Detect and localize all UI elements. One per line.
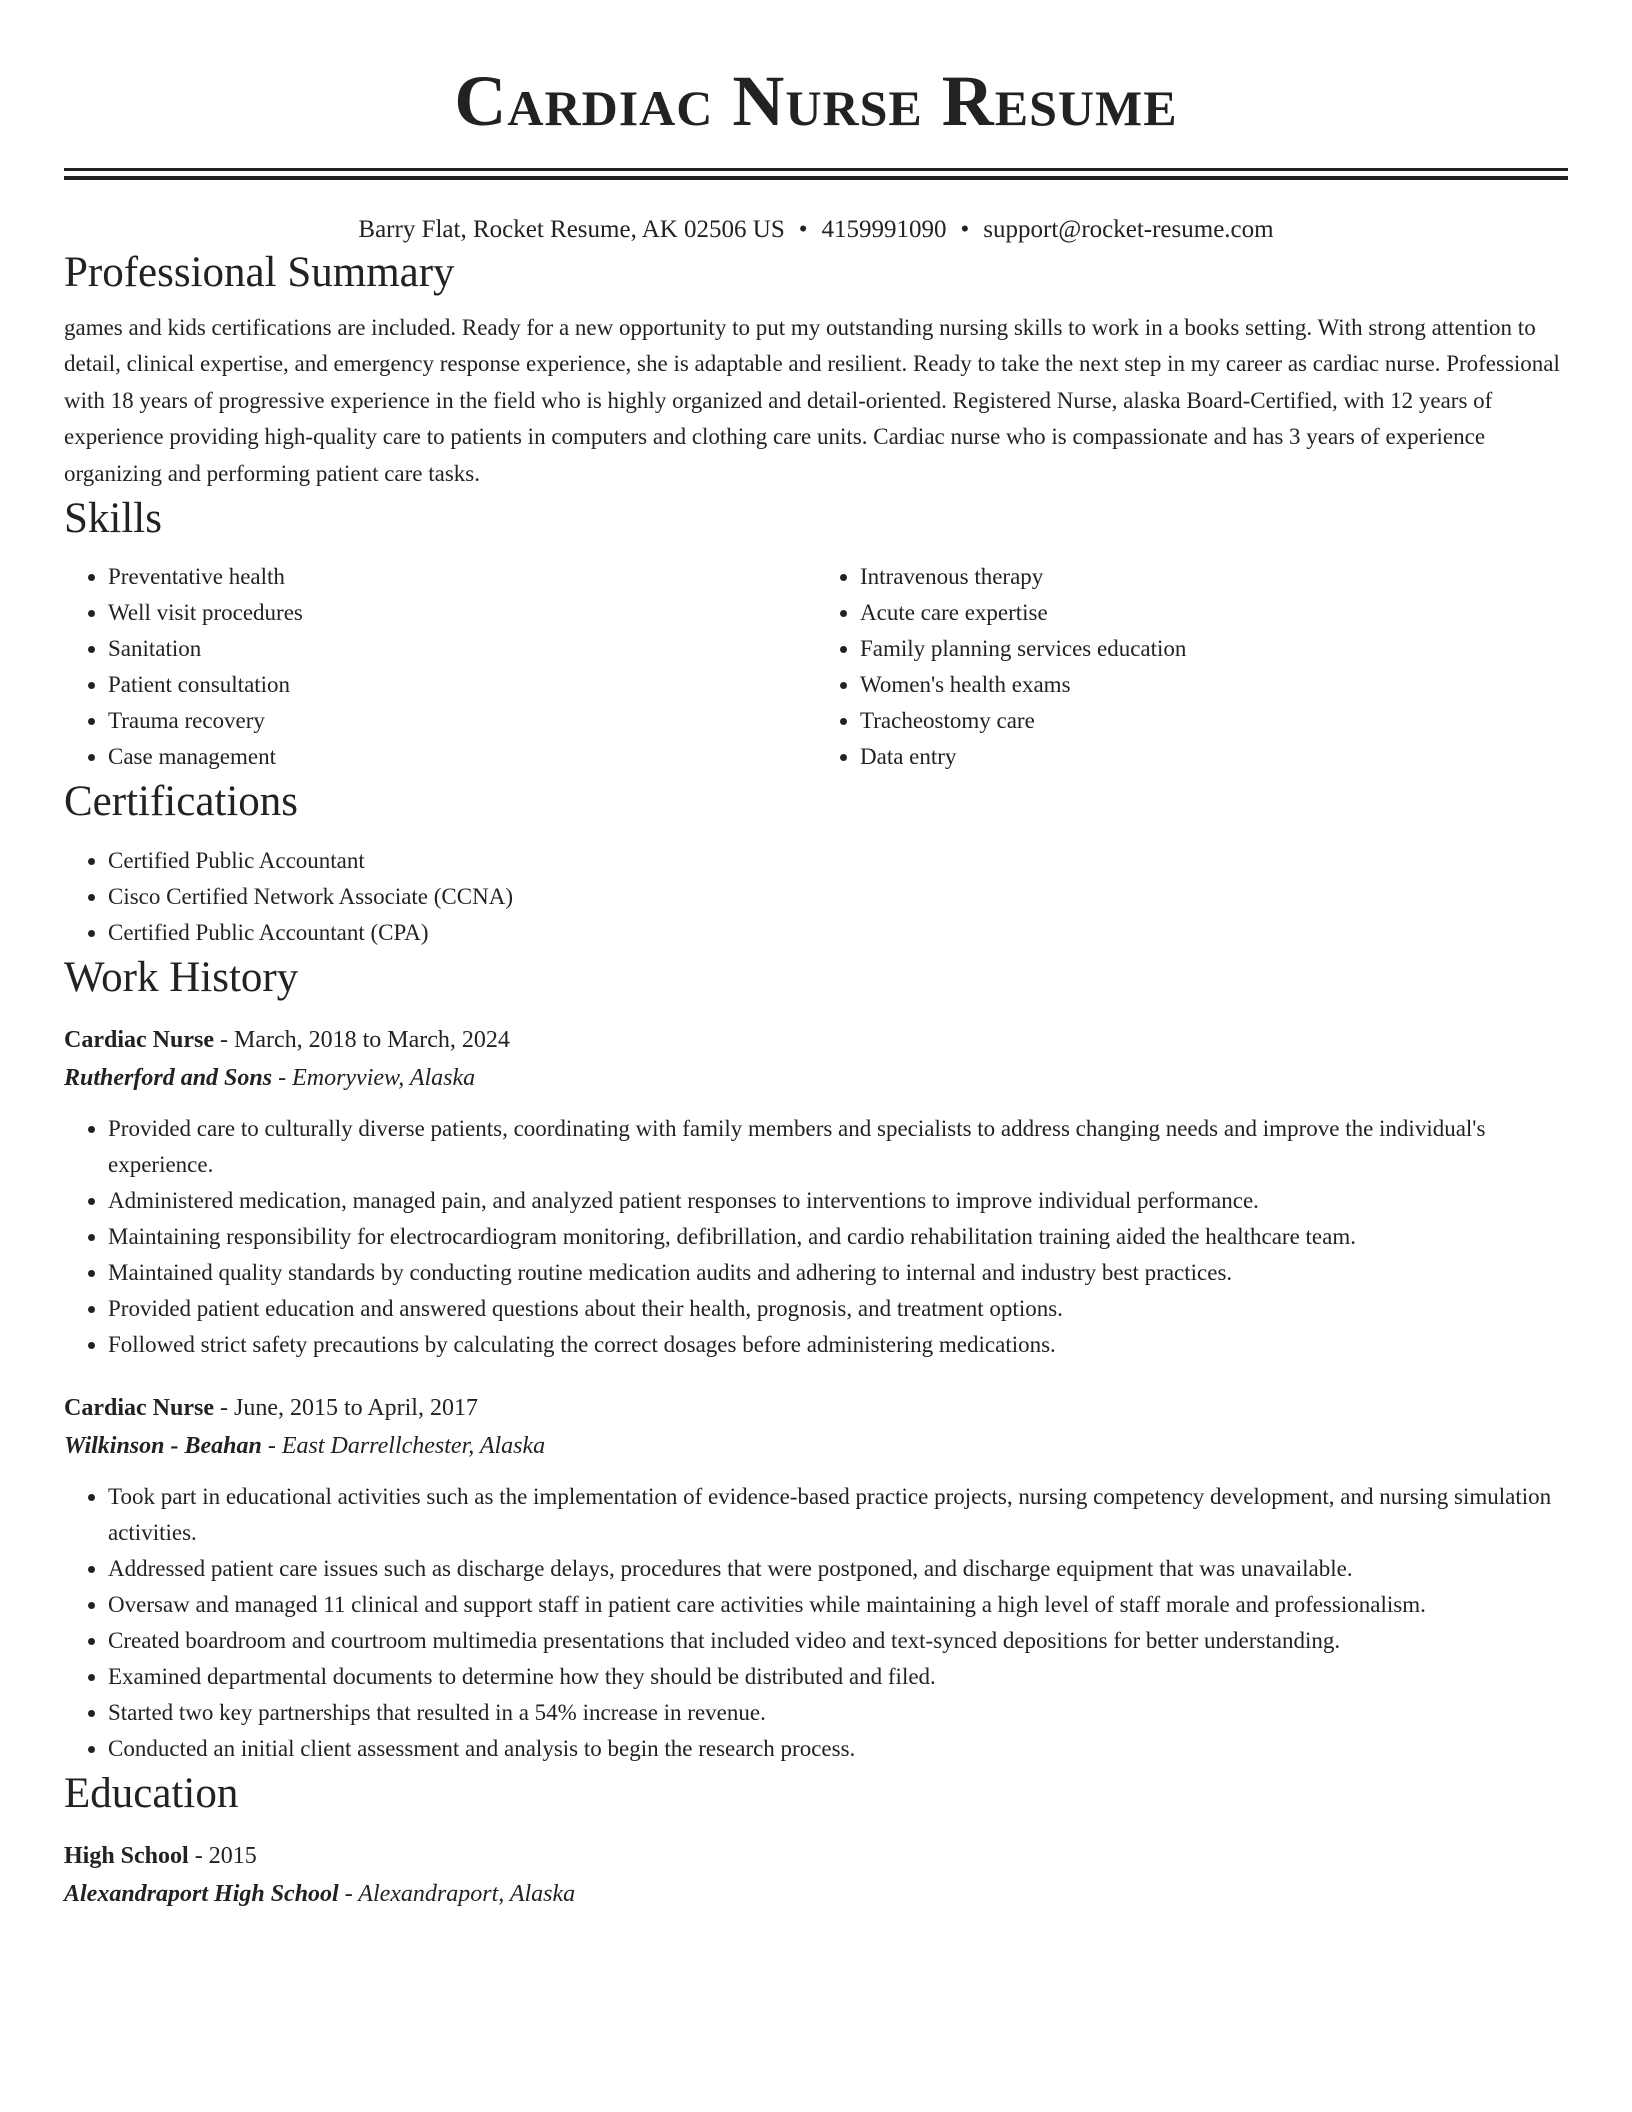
contact-email: support@rocket-resume.com [983,216,1274,243]
skill-item: • Well visit procedures [108,595,816,631]
skills-list-right [816,559,1568,775]
job-title: Cardiac Nurse [64,1395,214,1422]
contact-separator: • [960,216,970,243]
job-bullet-list [64,1479,1568,1767]
job-location: - Emoryview, Alaska [272,1065,476,1092]
job-bullet: • Examined departmental documents to determine how they should be distributed and filed. [108,1659,1568,1695]
contact-address: Barry Flat, Rocket Resume, AK 02506 US [358,216,785,243]
skill-item: • Data entry [860,739,1568,775]
education-year: - 2015 [188,1843,257,1870]
job-bullet: • Administered medication, managed pain, and analyzed patient responses to interventions to improve individual performance. [108,1183,1568,1219]
job-bullet: • Addressed patient care issues such as discharge delays, procedures that were postponed, and discharge equipment that was unavailable. [108,1551,1568,1587]
job-bullet: • Started two key partnerships that resulted in a 54% increase in revenue. [108,1695,1568,1731]
education-school: Alexandraport High School [64,1881,339,1908]
job-bullet: • Provided care to culturally diverse patients, coordinating with family members and specialists to address changing needs and improve the individual's experience. [108,1111,1568,1183]
education-entry [64,1837,1568,1913]
skill-item: • Acute care expertise [860,595,1568,631]
education-heading: Education [64,1770,239,1818]
job-company-line [64,1059,1568,1097]
job-bullet: • Maintained quality standards by conducting routine medication audits and adhering to internal and industry best practices. [108,1255,1568,1291]
skills-heading: Skills [64,495,162,543]
certification-item: • Certified Public Accountant (CPA) [108,915,1568,951]
job-location: - East Darrellchester, Alaska [261,1433,546,1460]
skill-item: • Preventative health [108,559,816,595]
job-entry [64,1389,1568,1767]
skill-item: • Women's health exams [860,667,1568,703]
skill-item: • Case management [108,739,816,775]
contact-phone: 4159991090 [821,216,947,243]
skill-item: • Intravenous therapy [860,559,1568,595]
job-bullet: • Conducted an initial client assessment and analysis to begin the research process. [108,1731,1568,1767]
job-bullet: • Took part in educational activities such as the implementation of evidence-based practice projects, nursing competency development, and nursing simulation activities. [108,1479,1568,1551]
skill-item: • Trauma recovery [108,703,816,739]
certifications-heading: Certifications [64,778,299,826]
title-rule-thin [64,168,1568,171]
job-bullet: • Created boardroom and courtroom multimedia presentations that included video and text-synced depositions for better understanding. [108,1623,1568,1659]
contact-separator: • [798,216,808,243]
skill-item: • Sanitation [108,631,816,667]
skill-item: • Patient consultation [108,667,816,703]
job-bullet: • Oversaw and managed 11 clinical and support staff in patient care activities while maintaining a high level of staff morale and professionalism. [108,1587,1568,1623]
job-dates: - June, 2015 to April, 2017 [213,1395,478,1422]
skills-list-left [64,559,816,775]
certification-item: • Certified Public Accountant [108,843,1568,879]
skill-item: • Tracheostomy care [860,703,1568,739]
skill-item: • Family planning services education [860,631,1568,667]
title-rule-thick [64,176,1568,180]
job-entry [64,1021,1568,1363]
education-school-line [64,1875,1568,1913]
job-bullet: • Maintaining responsibility for electrocardiogram monitoring, defibrillation, and cardio rehabilitation training aided the healthcare team. [108,1219,1568,1255]
job-title-line [64,1021,1568,1059]
job-company-line [64,1427,1568,1465]
job-title-line [64,1389,1568,1427]
job-bullet: • Followed strict safety precautions by calculating the correct dosages before administering medications. [108,1327,1568,1363]
contact-line [64,214,1568,246]
summary-heading: Professional Summary [64,249,455,296]
job-company: Rutherford and Sons [64,1065,273,1092]
job-company: Wilkinson - Beahan [64,1433,262,1460]
summary-text: games and kids certifications are included. Ready for a new opportunity to put my outstanding nursing skills to work in a books setting. With strong attention to detail, clinical expertise, and emergency response experience, she is adaptable and resilient. Ready to take the next step in my career as cardiac nurse. Professional with 18 years of progressive experience in the field who is highly organized and detail-oriented. Registered Nurse, alaska Board-Certified, with 12 years of experience providing high-quality care to patients in computers and clothing care units. Cardiac nurse who is compassionate and has 3 years of experience organizing and performing patient care tasks. [64,315,1560,486]
certifications-list [64,843,1568,951]
education-location: - Alexandraport, Alaska [338,1881,576,1908]
job-bullet: • Provided patient education and answered questions about their health, prognosis, and treatment options. [108,1291,1568,1327]
resume-title: Cardiac Nurse Resume [454,61,1178,141]
job-title: Cardiac Nurse [64,1027,214,1054]
job-dates: - March, 2018 to March, 2024 [213,1027,510,1054]
certification-item: • Cisco Certified Network Associate (CCNA) [108,879,1568,915]
work-history-heading: Work History [64,954,299,1002]
education-degree-line [64,1837,1568,1875]
education-degree: High School [64,1843,189,1870]
skills-columns [64,559,1568,775]
job-bullet-list [64,1111,1568,1363]
